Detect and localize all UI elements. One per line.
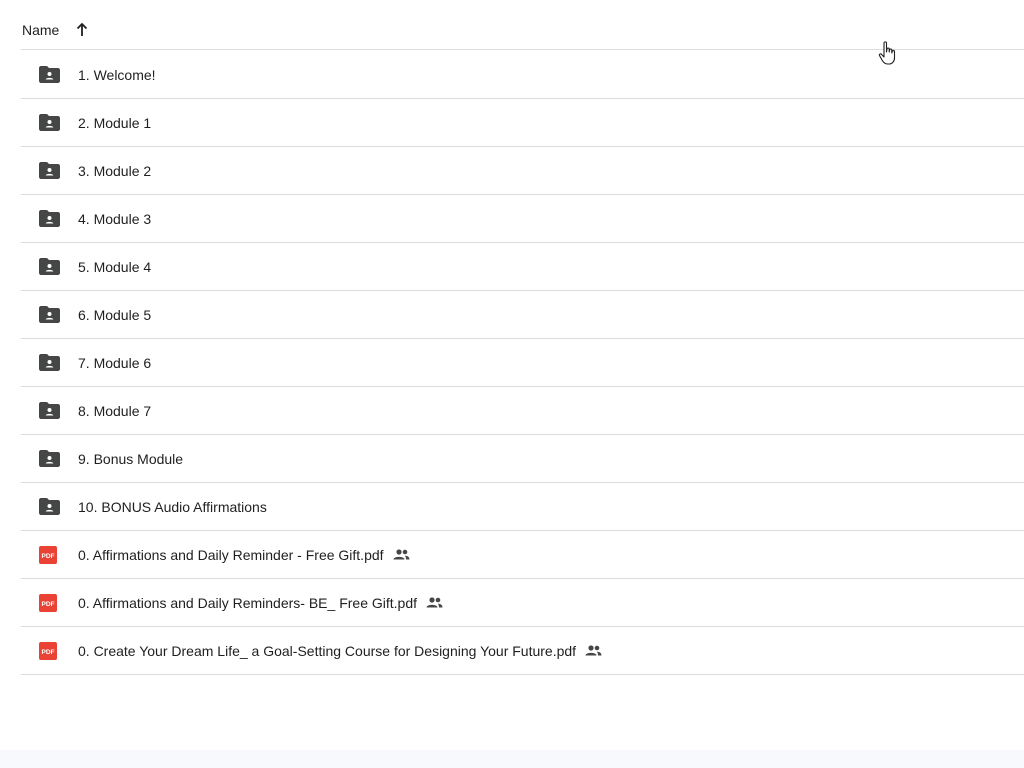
file-name: 1. Welcome!: [78, 66, 156, 83]
file-name: 6. Module 5: [78, 306, 152, 323]
pdf-icon: [21, 642, 78, 660]
shared-folder-icon: [21, 258, 78, 275]
shared-folder-icon: [21, 210, 78, 227]
shared-folder-icon: [21, 450, 78, 467]
pdf-icon: [21, 594, 78, 612]
shared-folder-icon: [21, 402, 78, 419]
folder-row[interactable]: [21, 147, 1024, 195]
file-list: [21, 51, 1024, 675]
file-name: 2. Module 1: [78, 114, 152, 131]
shared-people-icon: [393, 549, 410, 560]
file-name: 0. Affirmations and Daily Reminder - Free Gift.pdf: [78, 546, 384, 563]
file-name: 7. Module 6: [78, 354, 152, 371]
folder-row[interactable]: [21, 435, 1024, 483]
file-name: 0. Affirmations and Daily Reminders- BE_ Free Gift.pdf: [78, 594, 417, 611]
file-name: 5. Module 4: [78, 258, 152, 275]
arrow-upward-icon[interactable]: [75, 22, 89, 38]
folder-row[interactable]: [21, 51, 1024, 99]
file-name: 4. Module 3: [78, 210, 152, 227]
folder-row[interactable]: [21, 339, 1024, 387]
shared-people-icon: [426, 597, 443, 608]
shared-folder-icon: [21, 354, 78, 371]
file-name: 8. Module 7: [78, 402, 152, 419]
file-name: 3. Module 2: [78, 162, 152, 179]
pdf-icon: [21, 546, 78, 564]
folder-row[interactable]: [21, 483, 1024, 531]
svg-text:PDF: PDF: [41, 552, 55, 560]
file-row[interactable]: [21, 627, 1024, 675]
shared-folder-icon: [21, 498, 78, 515]
folder-row[interactable]: [21, 195, 1024, 243]
file-name: 10. BONUS Audio Affirmations: [78, 498, 267, 515]
file-row[interactable]: [21, 579, 1024, 627]
file-name: 0. Create Your Dream Life_ a Goal-Setting Course for Designing Your Future.pdf: [78, 642, 577, 659]
shared-people-icon: [585, 645, 602, 656]
folder-row[interactable]: [21, 291, 1024, 339]
folder-row[interactable]: [21, 243, 1024, 291]
shared-folder-icon: [21, 162, 78, 179]
shared-folder-icon: [21, 114, 78, 131]
shared-folder-icon: [21, 66, 78, 83]
hand-pointer-cursor-icon: [878, 40, 898, 66]
folder-row[interactable]: [21, 99, 1024, 147]
svg-text:PDF: PDF: [41, 600, 55, 608]
svg-text:PDF: PDF: [41, 648, 55, 656]
file-list-header: [21, 10, 1024, 50]
folder-row[interactable]: [21, 387, 1024, 435]
bottom-strip: [0, 750, 1024, 768]
file-name: 9. Bonus Module: [78, 450, 184, 467]
file-row[interactable]: [21, 531, 1024, 579]
name-column-header[interactable]: Name: [22, 21, 60, 38]
shared-folder-icon: [21, 306, 78, 323]
